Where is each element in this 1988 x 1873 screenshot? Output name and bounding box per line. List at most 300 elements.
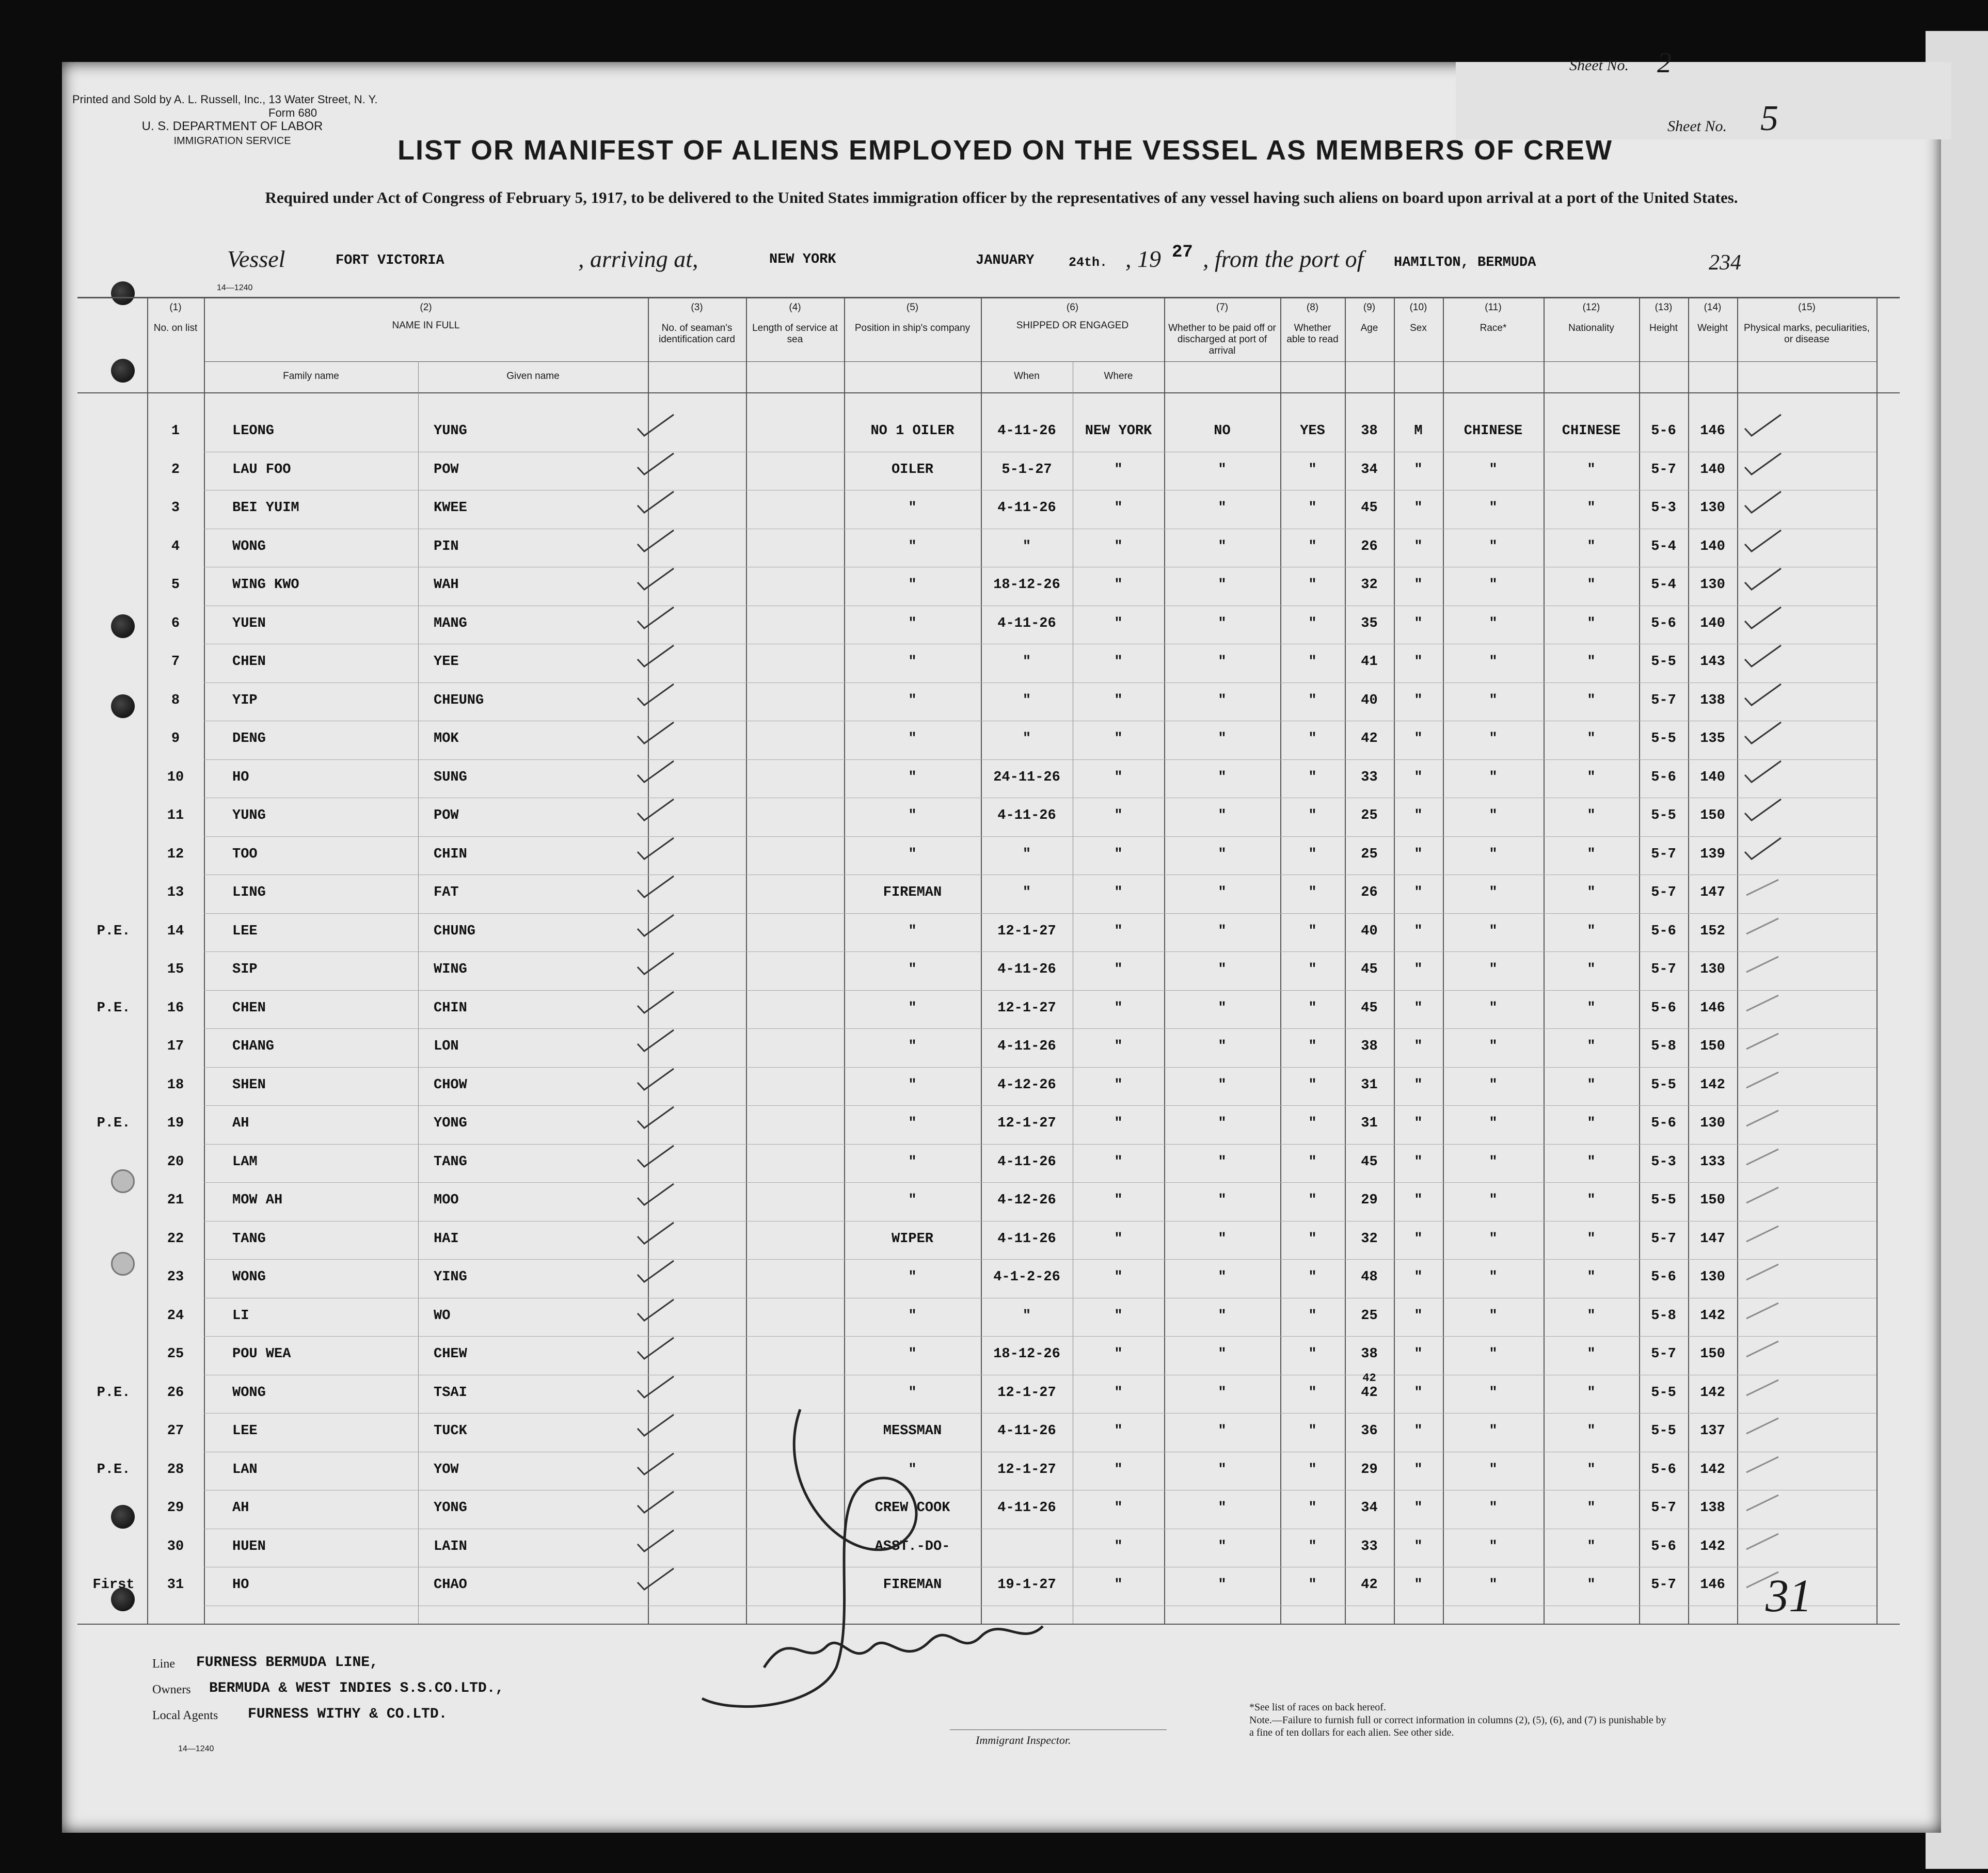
age: 48 xyxy=(1361,1269,1378,1285)
given-name: HAI xyxy=(434,1231,459,1247)
name-subdivider xyxy=(418,361,419,1624)
nationality: " xyxy=(1587,1500,1596,1516)
check-mark-icon xyxy=(1742,798,1784,823)
height: 5-5 xyxy=(1651,1423,1676,1439)
check-mark-icon xyxy=(1742,836,1784,862)
age: 26 xyxy=(1361,885,1378,900)
given-name: YEE xyxy=(434,654,459,670)
row-number: 17 xyxy=(167,1039,184,1054)
position: " xyxy=(908,1346,917,1362)
nationality: " xyxy=(1587,885,1596,900)
row-prefix-mark: P.E. xyxy=(97,923,131,939)
race: " xyxy=(1489,1500,1498,1516)
family-name: LAU FOO xyxy=(232,462,291,478)
row-number: 14 xyxy=(167,923,184,939)
age: 41 xyxy=(1361,654,1378,670)
weight: 133 xyxy=(1700,1154,1725,1170)
shipped-when: 4-12-26 xyxy=(997,1193,1056,1208)
position: MESSMAN xyxy=(883,1423,942,1439)
age-overwrite: 42 xyxy=(1362,1371,1376,1385)
row-number: 25 xyxy=(167,1346,184,1362)
year-prefix: , 19 xyxy=(1125,246,1161,272)
family-name: SHEN xyxy=(232,1077,266,1093)
row-number: 11 xyxy=(167,808,184,823)
age: 33 xyxy=(1361,1538,1378,1554)
row-number: 1 xyxy=(171,423,180,439)
race: " xyxy=(1489,1577,1498,1593)
sex: " xyxy=(1414,1269,1423,1285)
inspector-signature-line xyxy=(950,1729,1167,1730)
check-mark-icon xyxy=(635,567,676,593)
row-divider xyxy=(204,836,1876,837)
shipped-where: " xyxy=(1114,1231,1123,1247)
height: 5-8 xyxy=(1651,1039,1676,1054)
check-mark-icon xyxy=(635,836,676,862)
given-name: CHIN xyxy=(434,846,467,862)
height: 5-7 xyxy=(1651,1346,1676,1362)
position: " xyxy=(908,1269,917,1285)
arrival-month: JANUARY xyxy=(976,253,1035,268)
sex: " xyxy=(1414,1039,1423,1054)
paid-off: " xyxy=(1218,731,1227,747)
paid-off: NO xyxy=(1214,423,1231,439)
check-mark-icon xyxy=(635,798,676,823)
check-mark-icon xyxy=(1742,1221,1784,1247)
weight: 130 xyxy=(1700,1269,1725,1285)
weight: 147 xyxy=(1700,885,1725,900)
shipped-where: " xyxy=(1114,1308,1123,1324)
row-number: 2 xyxy=(171,462,180,478)
shipped-when: " xyxy=(1022,885,1031,900)
position: " xyxy=(908,577,917,593)
position: " xyxy=(908,846,917,862)
shipped-where: " xyxy=(1114,1154,1123,1170)
shipped-when: 4-11-26 xyxy=(997,1154,1056,1170)
given-name: MOK xyxy=(434,731,459,747)
position: " xyxy=(908,1154,917,1170)
nationality: " xyxy=(1587,1269,1596,1285)
paid-off: " xyxy=(1218,1308,1227,1324)
check-mark-icon xyxy=(635,1567,676,1593)
able-to-read: " xyxy=(1308,769,1317,785)
weight: 137 xyxy=(1700,1423,1725,1439)
age: 25 xyxy=(1361,1308,1378,1324)
able-to-read: " xyxy=(1308,1462,1317,1478)
weight: 140 xyxy=(1700,462,1725,478)
shipped-where: " xyxy=(1114,538,1123,554)
table-header-bottom xyxy=(77,392,1900,393)
check-mark-icon xyxy=(1742,1182,1784,1208)
row-divider xyxy=(204,759,1876,760)
check-mark-icon xyxy=(635,1028,676,1054)
able-to-read: " xyxy=(1308,962,1317,977)
check-mark-icon xyxy=(1742,1105,1784,1131)
height: 5-7 xyxy=(1651,846,1676,862)
age: 32 xyxy=(1361,1231,1378,1247)
shipped-when: " xyxy=(1022,538,1031,554)
column-number: (12) xyxy=(1582,302,1600,313)
sex: " xyxy=(1414,1000,1423,1016)
able-to-read: " xyxy=(1308,615,1317,631)
given-name: YONG xyxy=(434,1116,467,1131)
sex: " xyxy=(1414,462,1423,478)
weight: 142 xyxy=(1700,1077,1725,1093)
sheet-no-label-top: Sheet No. xyxy=(1569,57,1629,74)
able-to-read: " xyxy=(1308,538,1317,554)
printer-line: Printed and Sold by A. L. Russell, Inc., 13 Water Street, N. Y. xyxy=(72,93,378,106)
age: 29 xyxy=(1361,1462,1378,1478)
paid-off: " xyxy=(1218,885,1227,900)
race: " xyxy=(1489,885,1498,900)
row-prefix-mark: P.E. xyxy=(97,1116,131,1131)
height: 5-8 xyxy=(1651,1308,1676,1324)
shipped-when: " xyxy=(1022,692,1031,708)
position: " xyxy=(908,538,917,554)
race: " xyxy=(1489,654,1498,670)
column-header-label: No. on list xyxy=(153,323,198,334)
weight: 142 xyxy=(1700,1538,1725,1554)
table-subheader-line xyxy=(204,361,1876,362)
sex: " xyxy=(1414,538,1423,554)
column-number: (13) xyxy=(1655,302,1673,313)
check-mark-icon xyxy=(1742,682,1784,708)
nationality: " xyxy=(1587,1000,1596,1016)
race: " xyxy=(1489,692,1498,708)
family-name: MOW AH xyxy=(232,1193,283,1208)
height: 5-6 xyxy=(1651,1462,1676,1478)
check-mark-icon xyxy=(1742,1375,1784,1401)
able-to-read: " xyxy=(1308,1423,1317,1439)
shipped-where: " xyxy=(1114,808,1123,823)
shipped-when: 18-12-26 xyxy=(993,577,1060,593)
department: U. S. DEPARTMENT OF LABOR xyxy=(141,119,323,133)
check-mark-icon xyxy=(1742,913,1784,939)
check-mark-icon xyxy=(1742,1028,1784,1054)
able-to-read: " xyxy=(1308,1116,1317,1131)
check-mark-icon xyxy=(1742,1452,1784,1478)
year-suffix: 27 xyxy=(1172,243,1193,262)
weight: 140 xyxy=(1700,615,1725,631)
punch-hole xyxy=(111,614,135,638)
able-to-read: " xyxy=(1308,1193,1317,1208)
row-number: 12 xyxy=(167,846,184,862)
check-mark-icon xyxy=(1742,951,1784,977)
height: 5-6 xyxy=(1651,1538,1676,1554)
column-header-label: SHIPPED OR ENGAGED xyxy=(1016,320,1129,331)
punch-hole xyxy=(111,694,135,718)
column-number: (9) xyxy=(1363,302,1376,313)
row-number: 24 xyxy=(167,1308,184,1324)
height: 5-6 xyxy=(1651,423,1676,439)
race: " xyxy=(1489,615,1498,631)
row-number: 23 xyxy=(167,1269,184,1285)
shipped-where: " xyxy=(1114,1423,1123,1439)
agents-label: Local Agents xyxy=(152,1709,218,1722)
able-to-read: " xyxy=(1308,885,1317,900)
sex: " xyxy=(1414,1193,1423,1208)
height: 5-5 xyxy=(1651,1385,1676,1401)
able-to-read: " xyxy=(1308,577,1317,593)
weight: 140 xyxy=(1700,538,1725,554)
age: 38 xyxy=(1361,1346,1378,1362)
row-number: 31 xyxy=(167,1577,184,1593)
check-mark-icon xyxy=(635,1182,676,1208)
row-divider xyxy=(204,682,1876,683)
check-mark-icon xyxy=(635,721,676,747)
position: " xyxy=(908,1308,917,1324)
weight: 150 xyxy=(1700,1346,1725,1362)
age: 42 xyxy=(1361,1385,1378,1401)
nationality: CHINESE xyxy=(1562,423,1621,439)
given-name: CHAO xyxy=(434,1577,467,1593)
column-header-label: Whether to be paid off or discharged at port of arrival xyxy=(1168,323,1276,356)
paid-off: " xyxy=(1218,1423,1227,1439)
service: IMMIGRATION SERVICE xyxy=(173,135,291,147)
check-mark-icon xyxy=(1742,606,1784,631)
column-header-label: Sex xyxy=(1410,323,1427,334)
family-name: BEI YUIM xyxy=(232,500,299,516)
column-number: (4) xyxy=(789,302,801,313)
check-mark-icon xyxy=(1742,1529,1784,1554)
race: " xyxy=(1489,1039,1498,1054)
column-number: (8) xyxy=(1306,302,1319,313)
nationality: " xyxy=(1587,808,1596,823)
column-header-label: Weight xyxy=(1697,323,1728,334)
height: 5-7 xyxy=(1651,1500,1676,1516)
age: 25 xyxy=(1361,846,1378,862)
able-to-read: " xyxy=(1308,808,1317,823)
check-mark-icon xyxy=(635,1259,676,1285)
paid-off: " xyxy=(1218,1269,1227,1285)
paid-off: " xyxy=(1218,1077,1227,1093)
row-number: 4 xyxy=(171,538,180,554)
shipped-when: " xyxy=(1022,1308,1031,1324)
check-mark-icon xyxy=(635,951,676,977)
column-number: (6) xyxy=(1066,302,1079,313)
shipped-where: " xyxy=(1114,615,1123,631)
row-divider xyxy=(204,1259,1876,1260)
age: 35 xyxy=(1361,615,1378,631)
sex: " xyxy=(1414,808,1423,823)
shipped-where: " xyxy=(1114,1039,1123,1054)
row-number: 29 xyxy=(167,1500,184,1516)
check-mark-icon xyxy=(1742,875,1784,900)
nationality: " xyxy=(1587,1154,1596,1170)
sex: " xyxy=(1414,1116,1423,1131)
row-number: 13 xyxy=(167,885,184,900)
paid-off: " xyxy=(1218,462,1227,478)
nationality: " xyxy=(1587,1308,1596,1324)
agents-value: FURNESS WITHY & CO.LTD. xyxy=(248,1706,448,1722)
family-name: HO xyxy=(232,769,249,785)
able-to-read: " xyxy=(1308,1077,1317,1093)
age: 29 xyxy=(1361,1193,1378,1208)
given-name: YUNG xyxy=(434,423,467,439)
given-name: WO xyxy=(434,1308,451,1324)
family-name: SIP xyxy=(232,962,258,977)
family-name: YUNG xyxy=(232,808,266,823)
stamp-number: 234 xyxy=(1709,251,1741,275)
family-name: HUEN xyxy=(232,1538,266,1554)
shipped-where: NEW YORK xyxy=(1085,423,1152,439)
given-name: POW xyxy=(434,808,459,823)
able-to-read: " xyxy=(1308,1500,1317,1516)
check-mark-icon xyxy=(1742,1336,1784,1362)
sex: " xyxy=(1414,885,1423,900)
race: " xyxy=(1489,1346,1498,1362)
column-subheader: Where xyxy=(1104,371,1133,382)
row-number: 10 xyxy=(167,769,184,785)
weight: 142 xyxy=(1700,1462,1725,1478)
column-header-label: NAME IN FULL xyxy=(392,320,460,331)
sex: " xyxy=(1414,1538,1423,1554)
age: 45 xyxy=(1361,1154,1378,1170)
shipped-where: " xyxy=(1114,1577,1123,1593)
race: " xyxy=(1489,538,1498,554)
vessel-name: FORT VICTORIA xyxy=(336,253,444,268)
sex: " xyxy=(1414,846,1423,862)
able-to-read: " xyxy=(1308,1231,1317,1247)
form-code-bottom: 14—1240 xyxy=(178,1744,214,1753)
race: " xyxy=(1489,1193,1498,1208)
able-to-read: " xyxy=(1308,654,1317,670)
check-mark-icon xyxy=(1742,721,1784,747)
row-prefix-mark: P.E. xyxy=(97,1462,131,1478)
row-number: 20 xyxy=(167,1154,184,1170)
given-name: CHIN xyxy=(434,1000,467,1016)
check-mark-icon xyxy=(635,1375,676,1401)
punch-hole xyxy=(111,281,135,305)
age: 31 xyxy=(1361,1077,1378,1093)
nationality: " xyxy=(1587,692,1596,708)
height: 5-3 xyxy=(1651,500,1676,516)
check-mark-icon xyxy=(635,1298,676,1324)
family-name: CHANG xyxy=(232,1039,275,1054)
page-title: LIST OR MANIFEST OF ALIENS EMPLOYED ON THE VESSEL AS MEMBERS OF CREW xyxy=(397,135,1613,166)
height: 5-6 xyxy=(1651,1116,1676,1131)
row-divider xyxy=(204,1105,1876,1106)
able-to-read: " xyxy=(1308,1039,1317,1054)
family-name: WONG xyxy=(232,538,266,554)
family-name: TOO xyxy=(232,846,258,862)
sex: " xyxy=(1414,1308,1423,1324)
check-mark-icon xyxy=(1742,529,1784,554)
race: " xyxy=(1489,1116,1498,1131)
height: 5-6 xyxy=(1651,769,1676,785)
family-name: POU WEA xyxy=(232,1346,291,1362)
given-name: TSAI xyxy=(434,1385,467,1401)
total-annotation: 31 xyxy=(1766,1570,1812,1622)
sex: " xyxy=(1414,1385,1423,1401)
shipped-when: 12-1-27 xyxy=(997,1000,1056,1016)
form-number: Form 680 xyxy=(268,106,317,119)
position: WIPER xyxy=(891,1231,933,1247)
position: " xyxy=(908,769,917,785)
nationality: " xyxy=(1587,731,1596,747)
column-subheader: When xyxy=(1014,371,1040,382)
race: " xyxy=(1489,731,1498,747)
sex: " xyxy=(1414,1346,1423,1362)
shipped-where: " xyxy=(1114,500,1123,516)
position: OILER xyxy=(891,462,933,478)
weight: 138 xyxy=(1700,692,1725,708)
given-name: YOW xyxy=(434,1462,459,1478)
shipped-where: " xyxy=(1114,654,1123,670)
nationality: " xyxy=(1587,769,1596,785)
shipped-where: " xyxy=(1114,692,1123,708)
able-to-read: " xyxy=(1308,923,1317,939)
shipped-when: 12-1-27 xyxy=(997,1385,1056,1401)
shipped-where: " xyxy=(1114,1116,1123,1131)
weight: 146 xyxy=(1700,423,1725,439)
check-mark-icon xyxy=(635,529,676,554)
age: 26 xyxy=(1361,538,1378,554)
column-header-label: Whether able to read xyxy=(1286,323,1339,345)
shipped-where: " xyxy=(1114,1000,1123,1016)
family-name: YIP xyxy=(232,692,258,708)
family-name: DENG xyxy=(232,731,266,747)
given-name: FAT xyxy=(434,885,459,900)
family-name: WONG xyxy=(232,1269,266,1285)
height: 5-4 xyxy=(1651,538,1676,554)
given-name: CHEW xyxy=(434,1346,467,1362)
sex: " xyxy=(1414,962,1423,977)
shipped-where: " xyxy=(1114,846,1123,862)
check-mark-icon xyxy=(635,1105,676,1131)
weight: 143 xyxy=(1700,654,1725,670)
position: " xyxy=(908,1039,917,1054)
from-port-label: , from the port of xyxy=(1203,246,1364,272)
weight: 150 xyxy=(1700,1039,1725,1054)
sex: " xyxy=(1414,1500,1423,1516)
inspector-signature xyxy=(671,1378,1084,1740)
position: FIREMAN xyxy=(883,1577,942,1593)
position: " xyxy=(908,731,917,747)
races-footnote: *See list of races on back hereof. xyxy=(1249,1702,1386,1713)
column-number: (15) xyxy=(1798,302,1816,313)
shipped-where: " xyxy=(1114,885,1123,900)
check-mark-icon xyxy=(1742,644,1784,670)
nationality: " xyxy=(1587,1039,1596,1054)
family-name: AH xyxy=(232,1500,249,1516)
able-to-read: " xyxy=(1308,731,1317,747)
check-mark-icon xyxy=(1742,490,1784,516)
check-mark-icon xyxy=(1742,452,1784,478)
column-header-label: Position in ship's company xyxy=(854,323,971,334)
column-divider xyxy=(204,297,205,1624)
nationality: " xyxy=(1587,1462,1596,1478)
height: 5-6 xyxy=(1651,1000,1676,1016)
sex: " xyxy=(1414,500,1423,516)
row-divider xyxy=(204,1067,1876,1068)
page-subtitle: Required under Act of Congress of February 5, 1917, to be delivered to the United States immigration officer by the representatives of any vessel having such aliens on board upon arrival at a port of the United States. xyxy=(265,188,1738,207)
paid-off: " xyxy=(1218,962,1227,977)
row-number: 22 xyxy=(167,1231,184,1247)
punch-hole xyxy=(111,1252,135,1276)
sex: " xyxy=(1414,615,1423,631)
shipped-when: 4-11-26 xyxy=(997,1500,1056,1516)
sex: " xyxy=(1414,923,1423,939)
family-name: WING KWO xyxy=(232,577,299,593)
row-number: 3 xyxy=(171,500,180,516)
able-to-read: " xyxy=(1308,462,1317,478)
age: 38 xyxy=(1361,423,1378,439)
position: " xyxy=(908,692,917,708)
shipped-when: 5-1-27 xyxy=(1001,462,1052,478)
row-divider xyxy=(204,1028,1876,1029)
check-mark-icon xyxy=(635,1144,676,1170)
race: " xyxy=(1489,923,1498,939)
